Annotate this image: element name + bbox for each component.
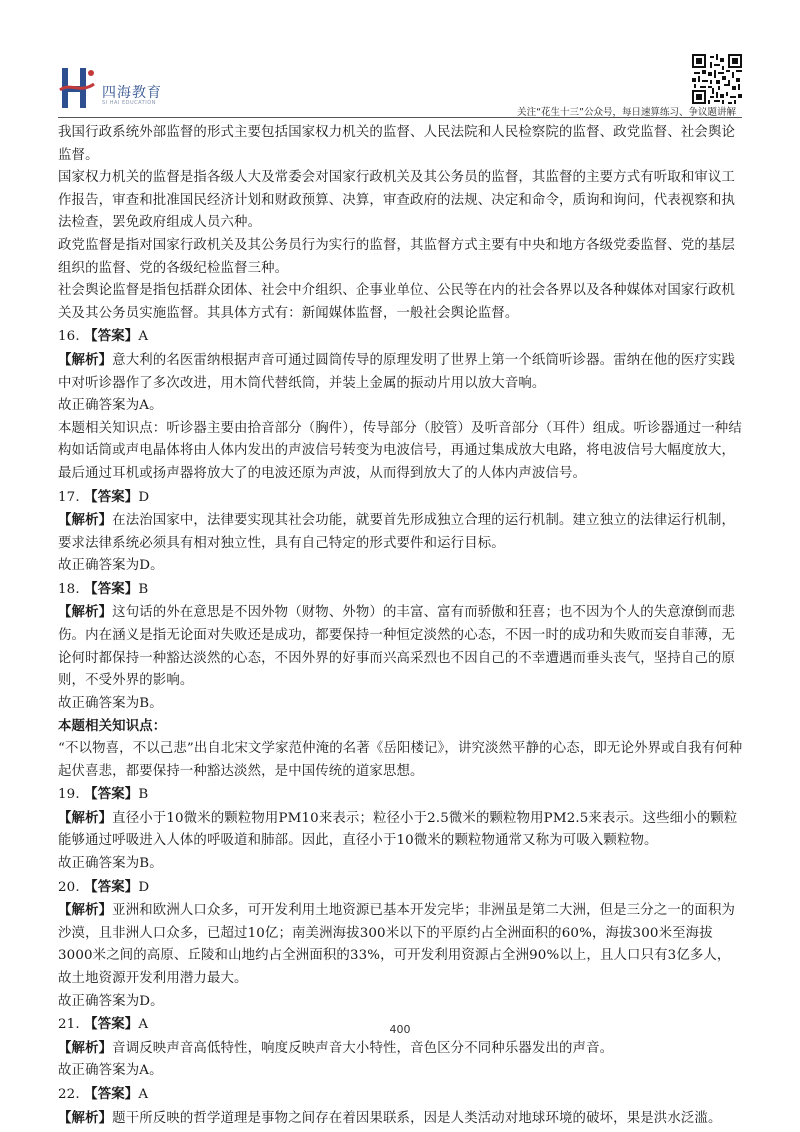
- analysis-text: 这句话的外在意思是不因外物（财物、外物）的丰富、富有而骄傲和狂喜；也不因为个人的失意潦倒而悲伤。内在涵义是指无论面对失败还是成功，都要保持一种恒定淡然的心态，不因一时的成功和失败而妄自菲薄，无论何时都保持一种豁达淡然的心态，不因外界的好事而兴高采烈也不因自己的不幸遭遇而垂头丧气，坚持自己的原则，不受外界的影响。: [58, 605, 736, 689]
- logo: [58, 64, 188, 112]
- page-header: [58, 54, 742, 116]
- conclusion-16: 故正确答案为A。: [58, 398, 163, 414]
- question-number: 20.: [58, 879, 80, 895]
- paragraph: 社会舆论监督是指包括群众团体、社会中介组织、企事业单位、公民等在内的社会各界以及各种媒体对国家行政机关及其公务员实施监督。其具体方式有：新闻媒体监督，一般社会舆论监督。: [58, 283, 736, 321]
- answer-value: B: [138, 787, 149, 803]
- page-number: 400: [389, 1023, 411, 1036]
- logo-text: 四海教育: [102, 85, 162, 101]
- question-number: 16.: [58, 329, 80, 345]
- analysis-label: 【解析】: [58, 809, 113, 826]
- analysis-18: [58, 601, 744, 692]
- paragraph: 国家权力机关的监督是指各级人大及常委会对国家行政机关及其公务员的监督，其监督的主要方式有听取和审议工作报告，审查和批准国民经济计划和财政预算、决算，审查政府的法规、决定和命令，质询和询问，代表视察和执法检查，罢免政府组成人员六种。: [58, 170, 736, 231]
- answer-line-19: [58, 783, 744, 807]
- question-number: 22.: [58, 1086, 80, 1102]
- answer-label: 【答案】: [84, 878, 139, 895]
- answer-line-16: [58, 325, 744, 349]
- question-number: 19.: [58, 787, 80, 803]
- analysis-20: [58, 899, 744, 990]
- conclusion-17: 故正确答案为D。: [58, 558, 164, 574]
- answer-value: A: [138, 1086, 149, 1102]
- answer-value: A: [138, 329, 149, 345]
- analysis-text: 意大利的名医雷纳根据声音可通过圆筒传导的原理发明了世界上第一个纸筒听诊器。雷纳在他的医疗实践中对听诊器作了多次改进，用木筒代替纸筒，并装上金属的振动片用以放大音响。: [58, 352, 736, 391]
- answer-line-20: [58, 876, 744, 900]
- logo-subtext: SI HAI EDUCATION: [102, 100, 156, 106]
- analysis-16: [58, 349, 744, 395]
- analysis-text: 题干所反映的哲学道理是事物之间存在着因果联系，因是人类活动对地球环境的破坏，果是洪水泛滥。: [112, 1110, 722, 1126]
- paragraph: 我国行政系统外部监督的形式主要包括国家权力机关的监督、人民法院和人民检察院的监督、政党监督、社会舆论监督。: [58, 125, 736, 163]
- answer-value: B: [138, 581, 149, 597]
- answer-value: D: [138, 879, 150, 895]
- question-number: 17.: [58, 489, 80, 505]
- answer-line-17: [58, 486, 744, 510]
- answer-value: D: [138, 489, 150, 505]
- answer-value: A: [138, 1017, 149, 1033]
- qr-code-icon: [692, 54, 742, 104]
- extra-note-16: 本题相关知识点：听诊器主要由拾音部分（胸件），传导部分（胶管）及听音部分（耳件）组成。听诊器通过一种结构如话筒或声电晶体将由人体内发出的声波信号转变为电波信号，再通过集成放大电路，将电波信号大幅度放大，最后通过耳机或扬声器将放大了的电波还原为声波，从而得到放大了的人体内声波信号。: [58, 420, 742, 481]
- answer-line-22: [58, 1083, 744, 1107]
- answer-label: 【答案】: [84, 1085, 139, 1102]
- paragraph: 政党监督是指对国家行政机关及其公务员行为实行的监督，其监督方式主要有中央和地方各级党委监督、党的基层组织的监督、党的各级纪检监督三种。: [58, 237, 736, 276]
- analysis-21: [58, 1037, 744, 1061]
- answer-label: 【答案】: [84, 580, 139, 597]
- analysis-label: 【解析】: [58, 351, 113, 368]
- answer-label: 【答案】: [84, 1016, 139, 1033]
- analysis-label: 【解析】: [58, 1039, 113, 1056]
- conclusion-21: 故正确答案为A。: [58, 1063, 163, 1079]
- analysis-label: 【解析】: [58, 604, 113, 621]
- answer-line-18: [58, 578, 744, 602]
- question-number: 21.: [58, 1017, 80, 1033]
- knowledge-text-18: “不以物喜，不以己悲”出自北宋文学家范仲淹的名著《岳阳楼记》，讲究淡然平静的心态，即无论外界或自我有何种起伏喜悲，都要保持一种豁达淡然，是中国传统的道家思想。: [58, 741, 743, 779]
- knowledge-title-18: 本题相关知识点：: [58, 718, 167, 735]
- analysis-text: 在法治国家中，法律要实现其社会功能，就要首先形成独立合理的运行机制。建立独立的法律运行机制，要求法律系统必须具有相对独立性，具有自己特定的形式要件和运行目标。: [58, 513, 736, 551]
- analysis-text: 音调反映声音高低特性，响度反映声音大小特性，音色区分不同种乐器发出的声音。: [112, 1040, 614, 1056]
- answer-label: 【答案】: [84, 786, 139, 803]
- analysis-17: [58, 509, 744, 555]
- logo-mark-icon: [58, 64, 98, 112]
- conclusion-19: 故正确答案为B。: [58, 856, 163, 871]
- answer-label: 【答案】: [84, 488, 139, 505]
- conclusion-20: 故正确答案为D。: [58, 993, 164, 1009]
- conclusion-18: 故正确答案为B。: [58, 695, 163, 711]
- page-content: [58, 122, 744, 1130]
- analysis-text: 亚洲和欧洲人口众多，可开发利用土地资源已基本开发完毕；非洲虽是第二大洲，但是三分之一的面积为沙漠，且非洲人口众多，已超过10亿；南美洲海拔300米以下的平原约占全洲面积的60%，海拔300米至海拔3000米之间的高原、丘陵和山地约占全洲面积的33%，可开发利用资源占全洲90%以上，且人口只有3亿多人，故土地资源开发利用潜力最大。: [58, 903, 736, 986]
- answer-label: 【答案】: [84, 328, 139, 345]
- analysis-text: 直径小于10微米的颗粒物用PM10来表示；粒径小于2.5微米的颗粒物用PM2.5来表示。这些细小的颗粒能够通过呼吸进入人体的呼吸道和肺部。因此，直径小于10微米的颗粒物通常又称为可吸入颗粒物。: [58, 810, 738, 849]
- analysis-19: [58, 807, 744, 853]
- analysis-22: [58, 1107, 744, 1131]
- analysis-label: 【解析】: [58, 512, 113, 529]
- header-divider: [58, 117, 742, 118]
- question-number: 18.: [58, 581, 80, 597]
- header-slogan: 关注“花生十三”公众号，每日速算练习、争议题讲解: [517, 107, 736, 118]
- analysis-label: 【解析】: [58, 1109, 113, 1126]
- analysis-label: 【解析】: [58, 902, 113, 919]
